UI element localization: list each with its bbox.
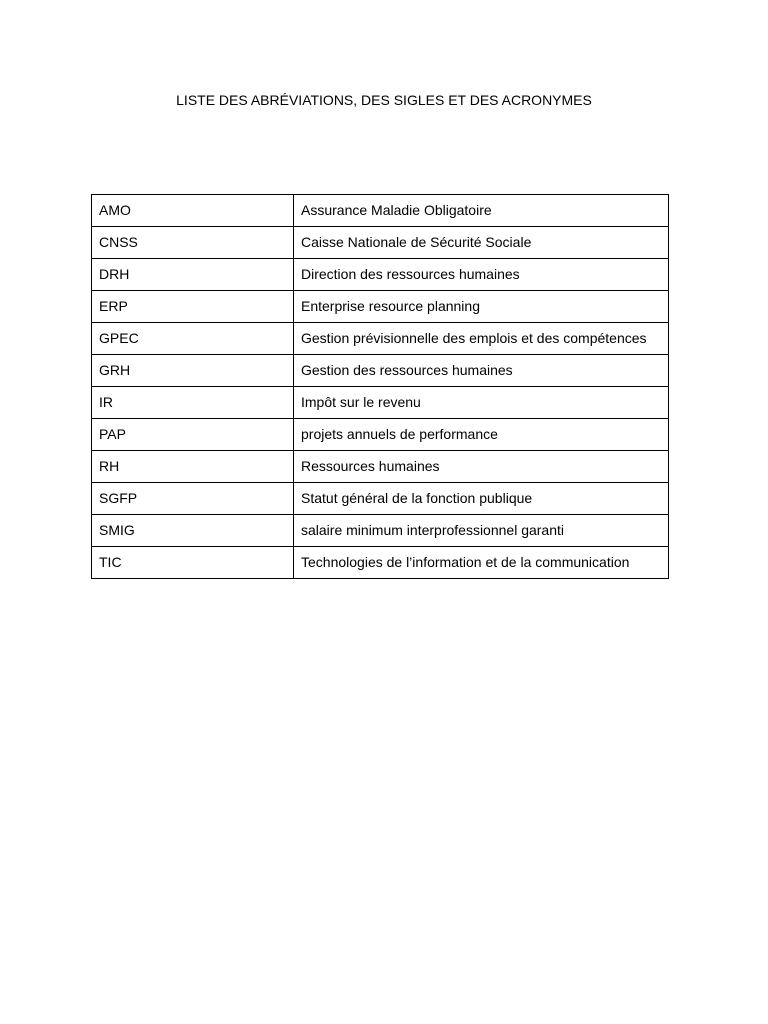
- meaning-cell: [294, 419, 669, 451]
- table-row: [92, 195, 669, 227]
- meaning-text: projets annuels de performance: [301, 426, 498, 442]
- table-row: [92, 259, 669, 291]
- abbreviation-text: GPEC: [99, 330, 139, 346]
- meaning-text: Gestion des ressources humaines: [301, 362, 513, 378]
- abbreviation-cell: [92, 195, 294, 227]
- meaning-cell: [294, 291, 669, 323]
- table-row: [92, 451, 669, 483]
- abbreviation-text: PAP: [99, 426, 126, 442]
- abbreviation-cell: [92, 387, 294, 419]
- meaning-text: salaire minimum interprofessionnel garanti: [301, 522, 565, 538]
- meaning-text: Enterprise resource planning: [301, 298, 480, 314]
- table-row: [92, 547, 669, 579]
- abbreviation-text: AMO: [99, 202, 131, 218]
- meaning-cell: [294, 547, 669, 579]
- meaning-cell: [294, 451, 669, 483]
- abbreviation-cell: [92, 515, 294, 547]
- abbreviation-text: GRH: [99, 362, 131, 378]
- meaning-text: Gestion prévisionnelle des emplois et des compétences: [301, 330, 647, 346]
- meaning-text: Technologies de l’information et de la communication: [301, 554, 630, 570]
- table-row: [92, 323, 669, 355]
- meaning-text: Ressources humaines: [301, 458, 440, 474]
- table-row: [92, 355, 669, 387]
- abbreviation-text: RH: [99, 458, 120, 474]
- abbreviation-text: DRH: [99, 266, 130, 282]
- abbreviation-cell: [92, 259, 294, 291]
- abbreviation-cell: [92, 227, 294, 259]
- abbreviation-cell: [92, 323, 294, 355]
- table-row: [92, 387, 669, 419]
- abbreviation-text: SMIG: [99, 522, 135, 538]
- table-row: [92, 419, 669, 451]
- abbreviation-cell: [92, 291, 294, 323]
- page-title: LISTE DES ABRÉVIATIONS, DES SIGLES ET DES ACRONYMES: [176, 92, 592, 108]
- meaning-text: Assurance Maladie Obligatoire: [301, 202, 492, 218]
- meaning-cell: [294, 259, 669, 291]
- meaning-cell: [294, 483, 669, 515]
- meaning-cell: [294, 387, 669, 419]
- table-row: [92, 227, 669, 259]
- meaning-cell: [294, 227, 669, 259]
- abbreviation-cell: [92, 483, 294, 515]
- abbreviation-text: TIC: [99, 554, 122, 570]
- table-row: [92, 515, 669, 547]
- abbreviation-text: CNSS: [99, 234, 138, 250]
- meaning-text: Direction des ressources humaines: [301, 266, 520, 282]
- meaning-cell: [294, 323, 669, 355]
- abbreviation-cell: [92, 547, 294, 579]
- abbreviations-table: [91, 194, 669, 579]
- table-row: [92, 483, 669, 515]
- meaning-text: Statut général de la fonction publique: [301, 490, 533, 506]
- abbreviation-cell: [92, 355, 294, 387]
- abbreviation-text: IR: [99, 394, 113, 410]
- meaning-cell: [294, 355, 669, 387]
- abbreviation-text: ERP: [99, 298, 128, 314]
- table-row: [92, 291, 669, 323]
- abbreviation-cell: [92, 419, 294, 451]
- abbreviation-text: SGFP: [99, 490, 138, 506]
- meaning-text: Impôt sur le revenu: [301, 394, 421, 410]
- meaning-text: Caisse Nationale de Sécurité Sociale: [301, 234, 532, 250]
- abbreviation-cell: [92, 451, 294, 483]
- meaning-cell: [294, 195, 669, 227]
- meaning-cell: [294, 515, 669, 547]
